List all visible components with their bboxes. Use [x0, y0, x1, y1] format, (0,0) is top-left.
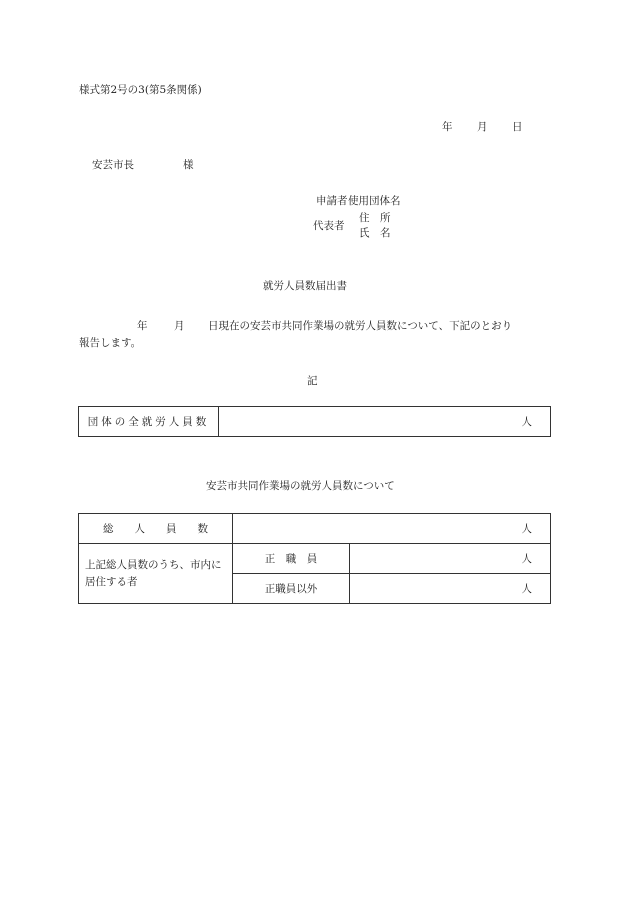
name-label: 氏 名 [359, 227, 391, 239]
section-title: 安芸市共同作業場の就労人員数について [206, 480, 395, 492]
workers-breakdown-table [78, 513, 551, 604]
address-label: 住 所 [359, 212, 391, 224]
body-text-line1: 日現在の安芸市共同作業場の就労人員数について、下記のとおり [208, 320, 513, 332]
document-title: 就労人員数届出書 [263, 280, 347, 292]
body-text-line2: 報告します。 [79, 337, 142, 349]
total-staff-unit: 人 [233, 514, 551, 544]
regular-staff-unit: 人 [350, 544, 551, 574]
resident-label: 上記総人員数のうち、市内に居住する者 [79, 544, 233, 604]
nonregular-staff-label: 正職員以外 [233, 574, 350, 604]
applicant-label: 申請者 [316, 195, 348, 207]
date-month-label: 月 [477, 121, 488, 133]
total-workers-table [78, 406, 551, 437]
date-year-label: 年 [442, 121, 453, 133]
date-day-label: 日 [512, 121, 523, 133]
ki-heading: 記 [307, 375, 318, 387]
total-staff-label: 総 人 員 数 [79, 514, 233, 544]
addressee-name: 安芸市長 [92, 159, 134, 171]
nonregular-staff-unit: 人 [350, 574, 551, 604]
addressee-honorific: 様 [183, 159, 194, 171]
body-year-label: 年 [137, 320, 148, 332]
representative-label: 代表者 [313, 220, 345, 232]
body-month-label: 月 [174, 320, 185, 332]
total-workers-label: 団体の全就労人員数 [79, 407, 219, 437]
form-number: 様式第2号の3(第5条関係) [79, 84, 202, 96]
total-workers-unit: 人 [219, 407, 551, 437]
org-name-label: 使用団体名 [348, 195, 401, 207]
regular-staff-label: 正 職 員 [233, 544, 350, 574]
